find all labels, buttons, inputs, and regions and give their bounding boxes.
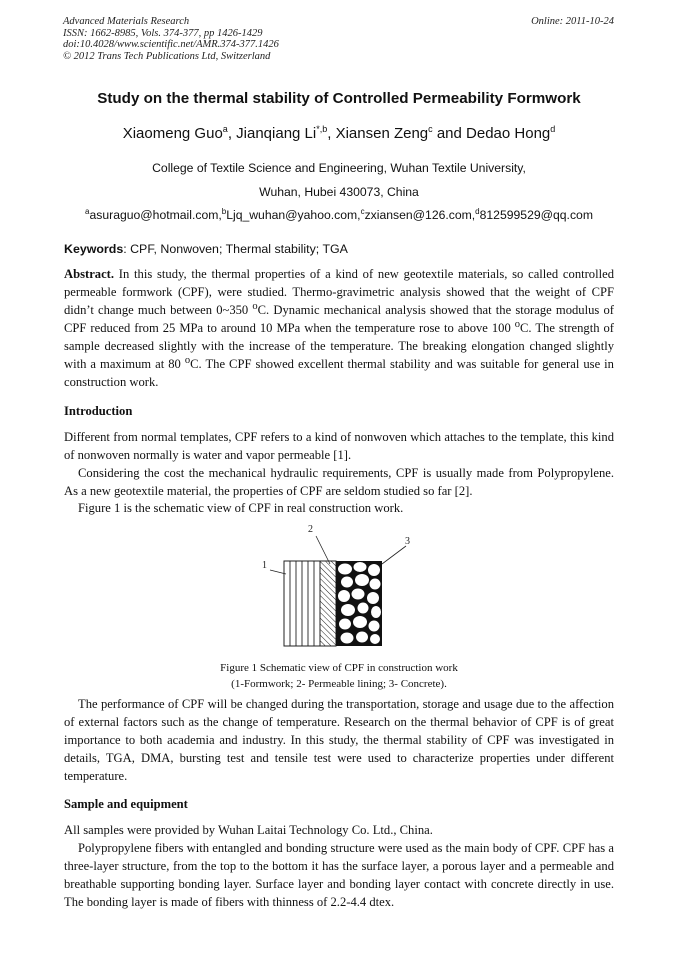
- issn-line: ISSN: 1662-8985, Vols. 374-377, pp 1426-1429: [63, 27, 263, 39]
- copyright-line: © 2012 Trans Tech Publications Ltd, Switzerland: [63, 50, 271, 62]
- concrete-layer: [336, 561, 382, 646]
- figure-1-caption: [0, 660, 678, 692]
- paper-title: Study on the thermal stability of Controlled Permeability Formwork: [97, 90, 581, 107]
- abstract-label: Abstract.: [64, 267, 115, 281]
- sample-paragraph-1: All samples were provided by Wuhan Laitai Technology Co. Ltd., China.: [64, 823, 433, 837]
- author-name: Jianqiang Li: [236, 125, 317, 142]
- abstract: [64, 265, 614, 391]
- email-sup: c: [360, 206, 365, 216]
- email-sup: b: [221, 206, 227, 216]
- figure-label-2: 2: [308, 524, 313, 535]
- intro-paragraph-2: Considering the cost the mechanical hydraulic requirements, CPF is usually made from Polypropylene. As a new geotextile material, the properties of CPF are seldom studied so far [2].: [64, 466, 614, 498]
- degree-sign: o: [184, 354, 191, 366]
- separator: ,: [327, 125, 336, 142]
- author-sup: *,b: [316, 124, 328, 134]
- author-name: Xiaomeng Guo: [122, 125, 223, 142]
- caption-line-2: (1-Formwork; 2- Permeable lining; 3- Concrete).: [231, 678, 447, 690]
- author-sup: d: [550, 124, 556, 134]
- email: zxiansen@126.com,: [364, 208, 476, 222]
- body-paragraph: The performance of CPF will be changed during the transportation, storage and usage due to the affection of external factors such as the change of temperature. Research on the thermal behavior of CPF is of great importance to both academia and industry. In this study, the thermal stability of CPF was investigated in details, TGA, DMA, bursting test and tensile test were used to characterize properties under different temperature.: [64, 697, 614, 783]
- keywords-label: Keywords: [64, 242, 124, 256]
- journal-name: Advanced Materials Research: [63, 16, 190, 27]
- separator: ,: [227, 125, 237, 142]
- email: Ljq_wuhan@yahoo.com,: [226, 208, 361, 222]
- online-date: Online: 2011-10-24: [531, 16, 614, 27]
- affiliation-line-1: College of Textile Science and Engineering, Wuhan Textile University,: [152, 161, 526, 175]
- degree-sign: o: [514, 318, 521, 330]
- email-list: [0, 208, 678, 222]
- keywords: [64, 240, 614, 258]
- section-heading-sample: Sample and equipment: [64, 797, 188, 811]
- figure-label-1: 1: [262, 560, 267, 571]
- author-list: [0, 125, 678, 142]
- intro-paragraph-3: Figure 1 is the schematic view of CPF in real construction work.: [78, 501, 404, 515]
- author-name: Dedao Hong: [466, 125, 551, 142]
- affiliation-line-2: Wuhan, Hubei 430073, China: [259, 185, 419, 199]
- email-sup: a: [85, 206, 90, 216]
- author-sup: a: [222, 124, 228, 134]
- abstract-text: C. Dynamic mechanical analysis showed that the storage modulus of CPF reduced from 25 MPa to around 10 MPa when the temperature rose to above 100: [64, 303, 614, 335]
- intro-paragraph-1: Different from normal templates, CPF refers to a kind of nonwoven which attaches to the template, this kind of nonwoven normally is water and vapor permeable [1].: [64, 430, 614, 462]
- email-sup: d: [475, 206, 480, 216]
- author-name: Xiansen Zeng: [335, 125, 429, 142]
- degree-sign: o: [252, 300, 258, 312]
- keywords-text: : CPF, Nonwoven; Thermal stability; TGA: [123, 242, 348, 256]
- section-heading-introduction: Introduction: [64, 404, 133, 418]
- abstract-text: C. The CPF showed excellent thermal stability and was suitable for general use in construction work.: [64, 357, 614, 389]
- journal-header: [63, 16, 279, 62]
- email: asuraguo@hotmail.com,: [89, 208, 222, 222]
- email: 812599529@qq.com: [479, 208, 593, 222]
- author-sup: c: [428, 124, 433, 134]
- separator: and: [432, 125, 467, 142]
- abstract-text: In this study, the thermal properties of a kind of new geotextile materials, so called controlled permeable formwork (CPF), were studied. Thermo-gravimetric analysis showed that the weight of CPF didn’t change much between 0~350: [64, 267, 614, 317]
- figure-1-schematic: [250, 520, 430, 660]
- abstract-text: C. The strength of sample decreased slightly with the increase of the temperature. The breaking elongation changed slightly with a maximum at 80: [64, 321, 614, 371]
- doi-line: doi:10.4028/www.scientific.net/AMR.374-377.1426: [63, 39, 279, 50]
- figure-label-3: 3: [405, 536, 410, 547]
- permeable-lining-layer: [320, 561, 336, 646]
- formwork-layer: [284, 561, 320, 646]
- caption-line-1: Figure 1 Schematic view of CPF in construction work: [220, 662, 458, 674]
- sample-paragraph-2: Polypropylene fibers with entangled and bonding structure were used as the main body of CPF. CPF has a three-layer structure, from the top to the bottom it has the surface layer, a porous layer and a permeable and breathable supporting bonding layer. Surface layer and bonding layer contact with concrete directly in use. The bonding layer is made of fibers with thinness of 2.2-4.4 dtex.: [64, 841, 614, 909]
